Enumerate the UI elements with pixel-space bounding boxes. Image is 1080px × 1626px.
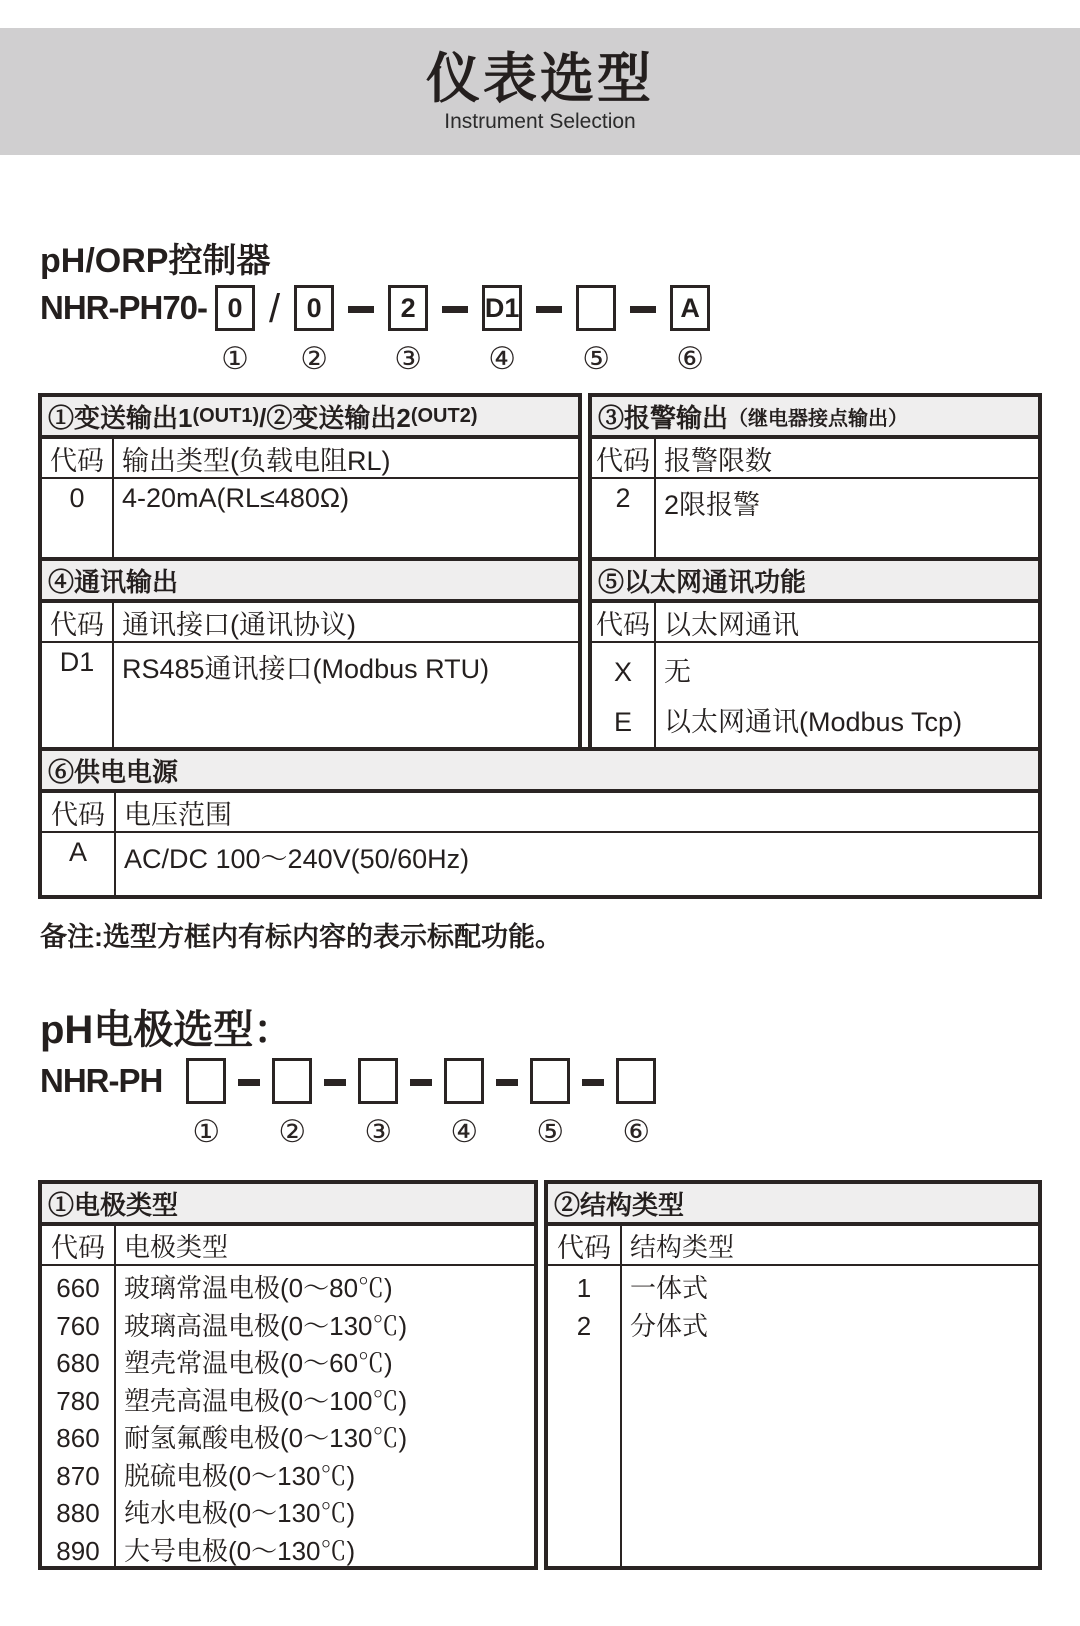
code-cell: 2 xyxy=(576,1310,592,1341)
code-cell: 680 xyxy=(56,1348,100,1378)
dash-separator xyxy=(410,1079,432,1086)
table2-left-half xyxy=(38,1180,538,1570)
section-header-power-supply: ⑥供电电源 xyxy=(42,751,1038,793)
section-transmit-output xyxy=(42,397,578,557)
controller-heading: pH/ORP控制器 xyxy=(40,242,271,280)
section-ethernet xyxy=(592,557,1038,747)
col-code-label: 代码 xyxy=(42,1226,116,1264)
table-row-group xyxy=(42,1266,534,1566)
section-header-structure-type: ②结构类型 xyxy=(548,1184,1038,1226)
table1-left-half xyxy=(38,393,582,751)
model-slot-4 xyxy=(482,285,522,377)
value-cell: 脱硫电极(0～130℃) xyxy=(124,1460,356,1491)
circled-number-4: ④ xyxy=(450,1114,479,1150)
table-row-group xyxy=(592,643,1038,747)
table2-right-half xyxy=(544,1180,1042,1570)
header-seg: ③报警输出 xyxy=(598,402,729,433)
model-slot-box-4 xyxy=(444,1058,484,1104)
value-cell: 一体式 xyxy=(630,1273,709,1303)
value-cell: 2限报警 xyxy=(664,490,761,520)
dash-separator xyxy=(630,306,656,313)
electrode-selector-section xyxy=(0,1010,1080,1150)
value-cell: 玻璃常温电极(0～80℃) xyxy=(124,1273,393,1303)
circled-number-6: ⑥ xyxy=(676,341,705,377)
dash-separator xyxy=(582,1079,604,1086)
circled-number-2: ② xyxy=(300,341,329,377)
value-cell: 玻璃高温电极(0～130℃) xyxy=(124,1310,408,1341)
table-row xyxy=(42,479,578,557)
model-slot-4 xyxy=(444,1058,484,1150)
model-slot-box-3: 2 xyxy=(388,285,428,331)
model-slot-2 xyxy=(272,1058,312,1150)
value-cell: 塑壳高温电极(0～100℃) xyxy=(124,1385,408,1416)
section-alarm-output xyxy=(592,397,1038,557)
dash-separator xyxy=(442,306,468,313)
column-header-row xyxy=(42,439,578,479)
value-cell-stack xyxy=(656,643,1038,747)
circled-number-4: ④ xyxy=(488,341,517,377)
code-cell-stack xyxy=(548,1266,622,1566)
model-slot-6 xyxy=(670,285,710,377)
code-cell-stack xyxy=(592,643,656,747)
controller-model-row xyxy=(40,285,1080,377)
value-cell: 分体式 xyxy=(630,1310,709,1341)
code-cell: X xyxy=(613,657,632,687)
model-slot-box-4: D1 xyxy=(482,285,522,331)
col-type-label: 以太网通讯 xyxy=(664,609,799,640)
controller-model-prefix: NHR-PH70- xyxy=(40,289,208,326)
section-header-comm-output: ④通讯输出 xyxy=(42,561,578,603)
col-code-label: 代码 xyxy=(592,603,656,641)
dash-separator xyxy=(536,306,562,313)
table-row xyxy=(42,833,1038,895)
dash-separator xyxy=(324,1079,346,1086)
model-slot-box-3 xyxy=(358,1058,398,1104)
model-slot-3 xyxy=(358,1058,398,1150)
value-cell: 塑壳常温电极(0～60℃) xyxy=(124,1348,393,1378)
code-cell: 870 xyxy=(56,1460,100,1491)
header-seg-small: (OUT2) xyxy=(410,404,478,427)
value-cell: 纯水电极(0～130℃) xyxy=(124,1498,356,1528)
table-row-group xyxy=(548,1266,1038,1566)
model-slot-box-1: 0 xyxy=(215,285,255,331)
model-slot-3 xyxy=(388,285,428,377)
code-cell: 780 xyxy=(56,1385,100,1416)
code-cell: 760 xyxy=(56,1310,100,1341)
model-slot-2 xyxy=(294,285,334,377)
dash-separator xyxy=(496,1079,518,1086)
model-slot-1 xyxy=(186,1058,226,1150)
code-cell: 660 xyxy=(56,1273,100,1303)
col-type-label: 通讯接口(通讯协议) xyxy=(122,609,356,640)
code-cell: 880 xyxy=(56,1498,100,1528)
circled-number-1: ① xyxy=(192,1114,221,1150)
circled-number-5: ⑤ xyxy=(536,1114,565,1150)
dash-separator xyxy=(348,306,374,313)
code-cell: E xyxy=(613,707,632,737)
page-banner xyxy=(0,28,1080,155)
model-slot-5 xyxy=(576,285,616,377)
col-type-label: 结构类型 xyxy=(630,1231,735,1262)
col-type-label: 电压范围 xyxy=(124,799,232,830)
circled-number-1: ① xyxy=(221,341,249,377)
section-power-supply xyxy=(38,747,1042,899)
slash-separator: / xyxy=(269,287,281,331)
value-cell-stack xyxy=(116,1266,534,1566)
value-cell: 无 xyxy=(664,657,691,687)
value-cell: 以太网通讯(Modbus Tcp) xyxy=(664,707,963,737)
model-slot-box-6 xyxy=(616,1058,656,1104)
table1-upper xyxy=(38,393,1042,751)
controller-selector-section xyxy=(0,241,1080,377)
column-header-row xyxy=(42,603,578,643)
code-cell: 890 xyxy=(56,1535,100,1566)
model-slot-box-2: 0 xyxy=(294,285,334,331)
column-header-row xyxy=(42,1226,534,1266)
section-header-alarm-output xyxy=(592,397,1038,439)
table1-right-half xyxy=(588,393,1042,751)
note-text: 备注:选型方框内有标内容的表示标配功能。 xyxy=(40,922,562,952)
column-header-row xyxy=(592,603,1038,643)
code-cell: 0 xyxy=(42,479,114,557)
model-slot-box-6: A xyxy=(670,285,710,331)
circled-number-3: ③ xyxy=(394,341,423,377)
electrode-model-row xyxy=(40,1058,1080,1150)
section-header-electrode-type: ①电极类型 xyxy=(42,1184,534,1226)
section-header-transmit-output xyxy=(42,397,578,439)
model-slot-box-2 xyxy=(272,1058,312,1104)
circled-number-6: ⑥ xyxy=(622,1114,651,1150)
code-cell: 2 xyxy=(592,479,656,557)
model-slot-box-5 xyxy=(530,1058,570,1104)
circled-number-2: ② xyxy=(278,1114,307,1150)
header-seg: ①变送输出1 xyxy=(48,402,193,433)
col-code-label: 代码 xyxy=(42,793,116,831)
page xyxy=(0,28,1080,1570)
model-slot-5 xyxy=(530,1058,570,1150)
model-slot-box-1 xyxy=(186,1058,226,1104)
col-type-label: 报警限数 xyxy=(664,445,772,476)
header-seg-small: (OUT1) xyxy=(192,404,260,427)
value-cell: 耐氢氟酸电极(0～130℃) xyxy=(124,1423,408,1453)
electrode-heading: pH电极选型： xyxy=(40,1008,294,1052)
col-type-label: 输出类型(负载电阻RL) xyxy=(122,445,391,476)
value-cell: 大号电极(0～130℃) xyxy=(124,1535,356,1566)
value-cell-stack xyxy=(622,1266,1038,1566)
code-cell: 1 xyxy=(576,1273,592,1303)
code-cell-stack xyxy=(42,1266,116,1566)
header-seg-small: （继电器接点输出） xyxy=(728,407,909,430)
table-row xyxy=(42,643,578,747)
dash-separator xyxy=(238,1079,260,1086)
value-cell: RS485通讯接口(Modbus RTU) xyxy=(122,654,490,684)
circled-number-3: ③ xyxy=(364,1114,393,1150)
page-subtitle: Instrument Selection xyxy=(444,109,636,133)
column-header-row xyxy=(592,439,1038,479)
code-cell: D1 xyxy=(42,643,114,747)
column-header-row xyxy=(548,1226,1038,1266)
page-title: 仪表选型 xyxy=(426,48,654,109)
model-slot-1 xyxy=(215,285,255,377)
section-header-ethernet: ⑤以太网通讯功能 xyxy=(592,561,1038,603)
electrode-model-prefix: NHR-PH xyxy=(40,1062,163,1099)
section-comm-output xyxy=(42,557,578,747)
table-row xyxy=(592,479,1038,557)
col-type-label: 电极类型 xyxy=(124,1231,229,1262)
controller-options-table xyxy=(38,393,1042,899)
model-slot-box-5 xyxy=(576,285,616,331)
col-code-label: 代码 xyxy=(548,1226,622,1264)
value-cell: 4-20mA(RL≤480Ω) xyxy=(122,483,350,513)
column-header-row xyxy=(42,793,1038,833)
electrode-options-table xyxy=(38,1180,1042,1570)
header-seg: /②变送输出2 xyxy=(259,402,411,433)
circled-number-5: ⑤ xyxy=(582,341,611,377)
col-code-label: 代码 xyxy=(42,603,114,641)
code-cell: 860 xyxy=(56,1423,100,1453)
value-cell: AC/DC 100～240V(50/60Hz) xyxy=(124,844,470,874)
code-cell: A xyxy=(42,833,116,895)
col-code-label: 代码 xyxy=(592,439,656,477)
model-slot-6 xyxy=(616,1058,656,1150)
col-code-label: 代码 xyxy=(42,439,114,477)
